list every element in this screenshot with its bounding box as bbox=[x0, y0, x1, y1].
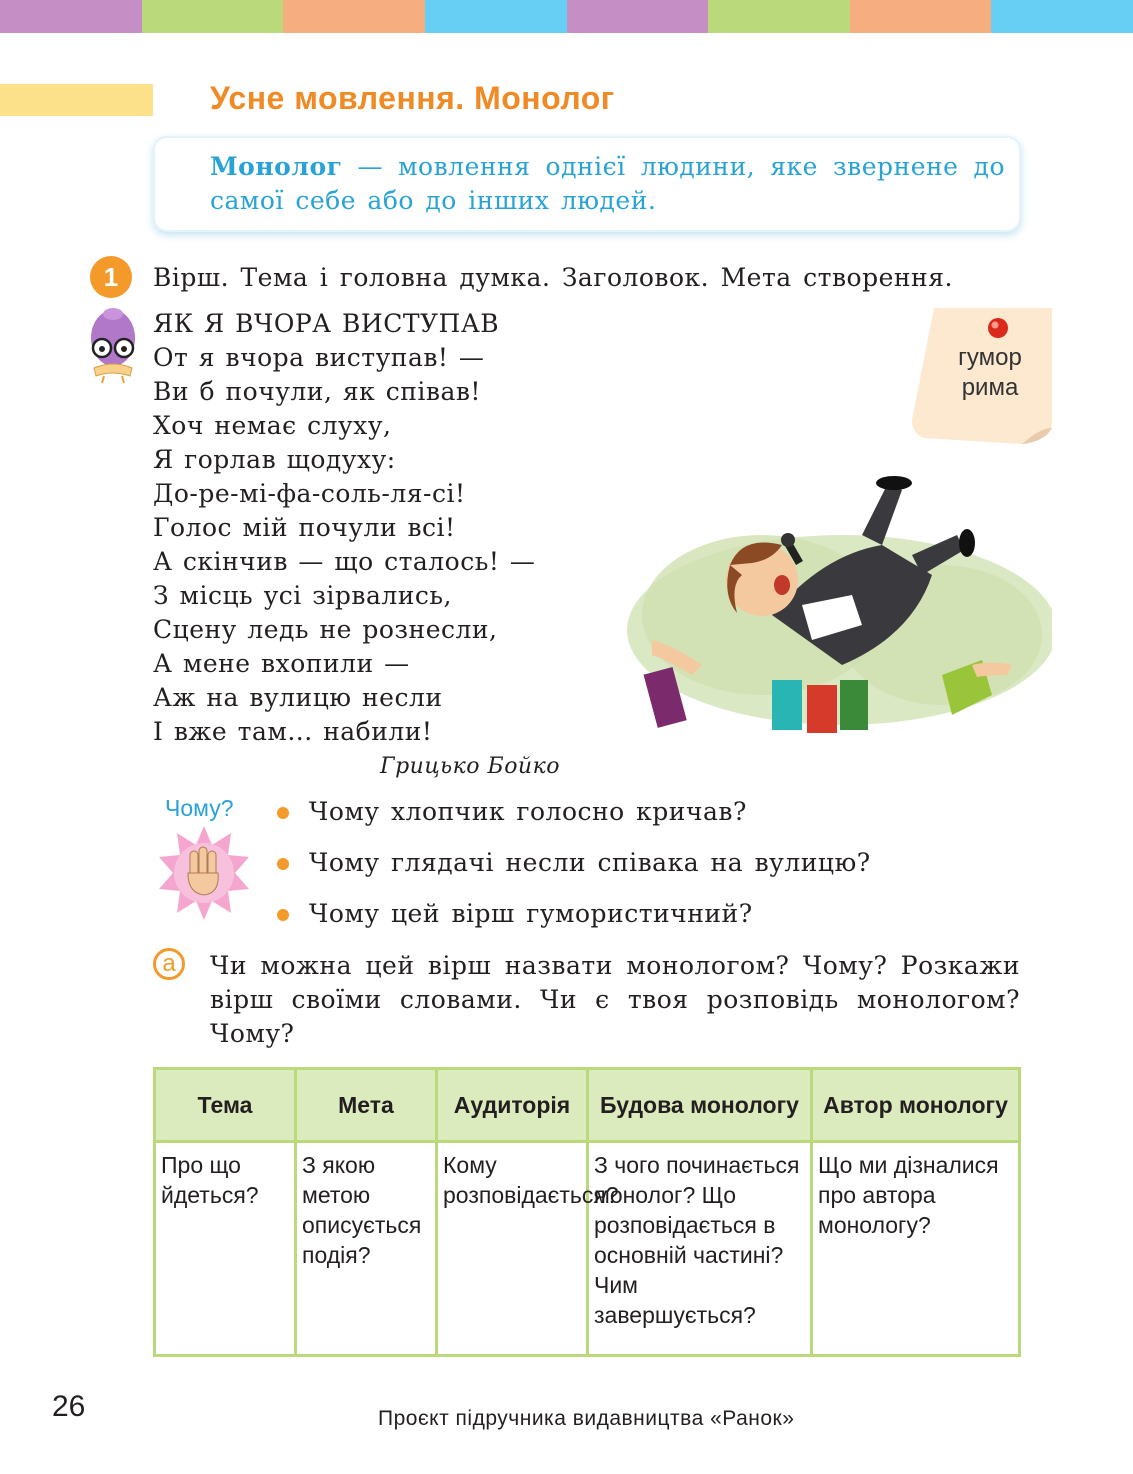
poem-line: Хоч немає слуху, bbox=[153, 411, 392, 440]
table-row bbox=[155, 1142, 1020, 1356]
task-a-text: Чи можна цей вірш назвати монологом? Чому? Розкажи вірш своїми словами. Чи є твоя розповідь монологом? Чому? bbox=[210, 951, 1020, 1048]
definition-body: — мовлення однієї людини, яке звернене до самої себе або до інших людей. bbox=[210, 152, 1005, 215]
poem-author: Грицько Бойко bbox=[380, 754, 560, 779]
table-cell: Про що йдеться? bbox=[155, 1142, 296, 1356]
stripe bbox=[142, 0, 284, 33]
stripe bbox=[567, 0, 709, 33]
poem-line: І вже там... набили! bbox=[153, 717, 433, 746]
poem-line: Ви б почули, як співав! bbox=[153, 377, 481, 406]
poem-title: ЯК Я ВЧОРА ВИСТУПАВ bbox=[153, 309, 500, 338]
table-header-cell: Тема bbox=[155, 1069, 296, 1142]
question-text: Чому глядачі несли співака на вулицю? bbox=[309, 848, 871, 877]
singing-boy-illustration bbox=[612, 465, 1052, 735]
table-cell: Що ми дізналися про автора монологу? bbox=[812, 1142, 1020, 1356]
table-header-row bbox=[155, 1069, 1020, 1142]
poem-line: А мене вхопили — bbox=[153, 649, 410, 678]
note-text bbox=[935, 343, 1045, 403]
poem-line: Аж на вулицю несли bbox=[153, 683, 443, 712]
note-line: рима bbox=[961, 374, 1019, 401]
question-text: Чому хлопчик голосно кричав? bbox=[309, 797, 747, 826]
bullet-icon bbox=[277, 858, 289, 870]
stripe bbox=[850, 0, 992, 33]
poem-line: Я горлав щодуху: bbox=[153, 445, 396, 474]
table-cell: З чого починається монолог? Що розповідається в основній частині? Чим завершується? bbox=[588, 1142, 812, 1356]
page-number: 26 bbox=[52, 1390, 86, 1423]
note-line: гумор bbox=[958, 344, 1022, 371]
poem-line: До-ре-мі-фа-соль-ля-сі! bbox=[153, 479, 466, 508]
poem-line: Сцену ледь не рознесли, bbox=[153, 615, 498, 644]
footer-text: Проєкт підручника видавництва «Ранок» bbox=[378, 1407, 795, 1430]
task-1-text: Вірш. Тема і головна думка. Заголовок. Мета створення. bbox=[153, 263, 953, 292]
color-stripes bbox=[0, 0, 1133, 33]
table-header-cell: Мета bbox=[296, 1069, 437, 1142]
task-letter-badge: а bbox=[153, 948, 185, 980]
task-number-badge: 1 bbox=[90, 256, 132, 298]
question-text: Чому цей вірш гумористичний? bbox=[309, 899, 753, 928]
why-label: Чому? bbox=[165, 795, 234, 821]
poem-line: З місць усі зірвались, bbox=[153, 581, 452, 610]
definition-term: Монолог bbox=[210, 152, 343, 181]
question-item bbox=[275, 897, 871, 948]
table-header-cell: Будова монологу bbox=[588, 1069, 812, 1142]
bullet-icon bbox=[277, 909, 289, 921]
section-marker bbox=[0, 84, 153, 116]
poem-line: Голос мій почули всі! bbox=[153, 513, 456, 542]
table-header-cell: Автор монологу bbox=[812, 1069, 1020, 1142]
table-cell: Кому розповідається? bbox=[437, 1142, 588, 1356]
page-title: Усне мовлення. Монолог bbox=[210, 80, 615, 116]
definition-text bbox=[210, 150, 1005, 218]
owl-reading-icon bbox=[86, 304, 140, 384]
stripe bbox=[708, 0, 850, 33]
stripe bbox=[283, 0, 425, 33]
monologue-table bbox=[153, 1067, 1021, 1357]
poem-line: А скінчив — що сталось! — bbox=[153, 547, 536, 576]
poem bbox=[153, 307, 535, 749]
bullet-icon bbox=[277, 807, 289, 819]
stripe bbox=[0, 0, 142, 33]
question-item bbox=[275, 846, 871, 897]
table-header-cell: Аудиторія bbox=[437, 1069, 588, 1142]
stripe bbox=[425, 0, 567, 33]
question-item bbox=[275, 795, 871, 846]
stripe bbox=[991, 0, 1133, 33]
three-fingers-flower-icon bbox=[154, 826, 254, 921]
table-cell: З якою метою описується подія? bbox=[296, 1142, 437, 1356]
question-list bbox=[275, 795, 871, 948]
poem-line: От я вчора виступав! — bbox=[153, 343, 485, 372]
